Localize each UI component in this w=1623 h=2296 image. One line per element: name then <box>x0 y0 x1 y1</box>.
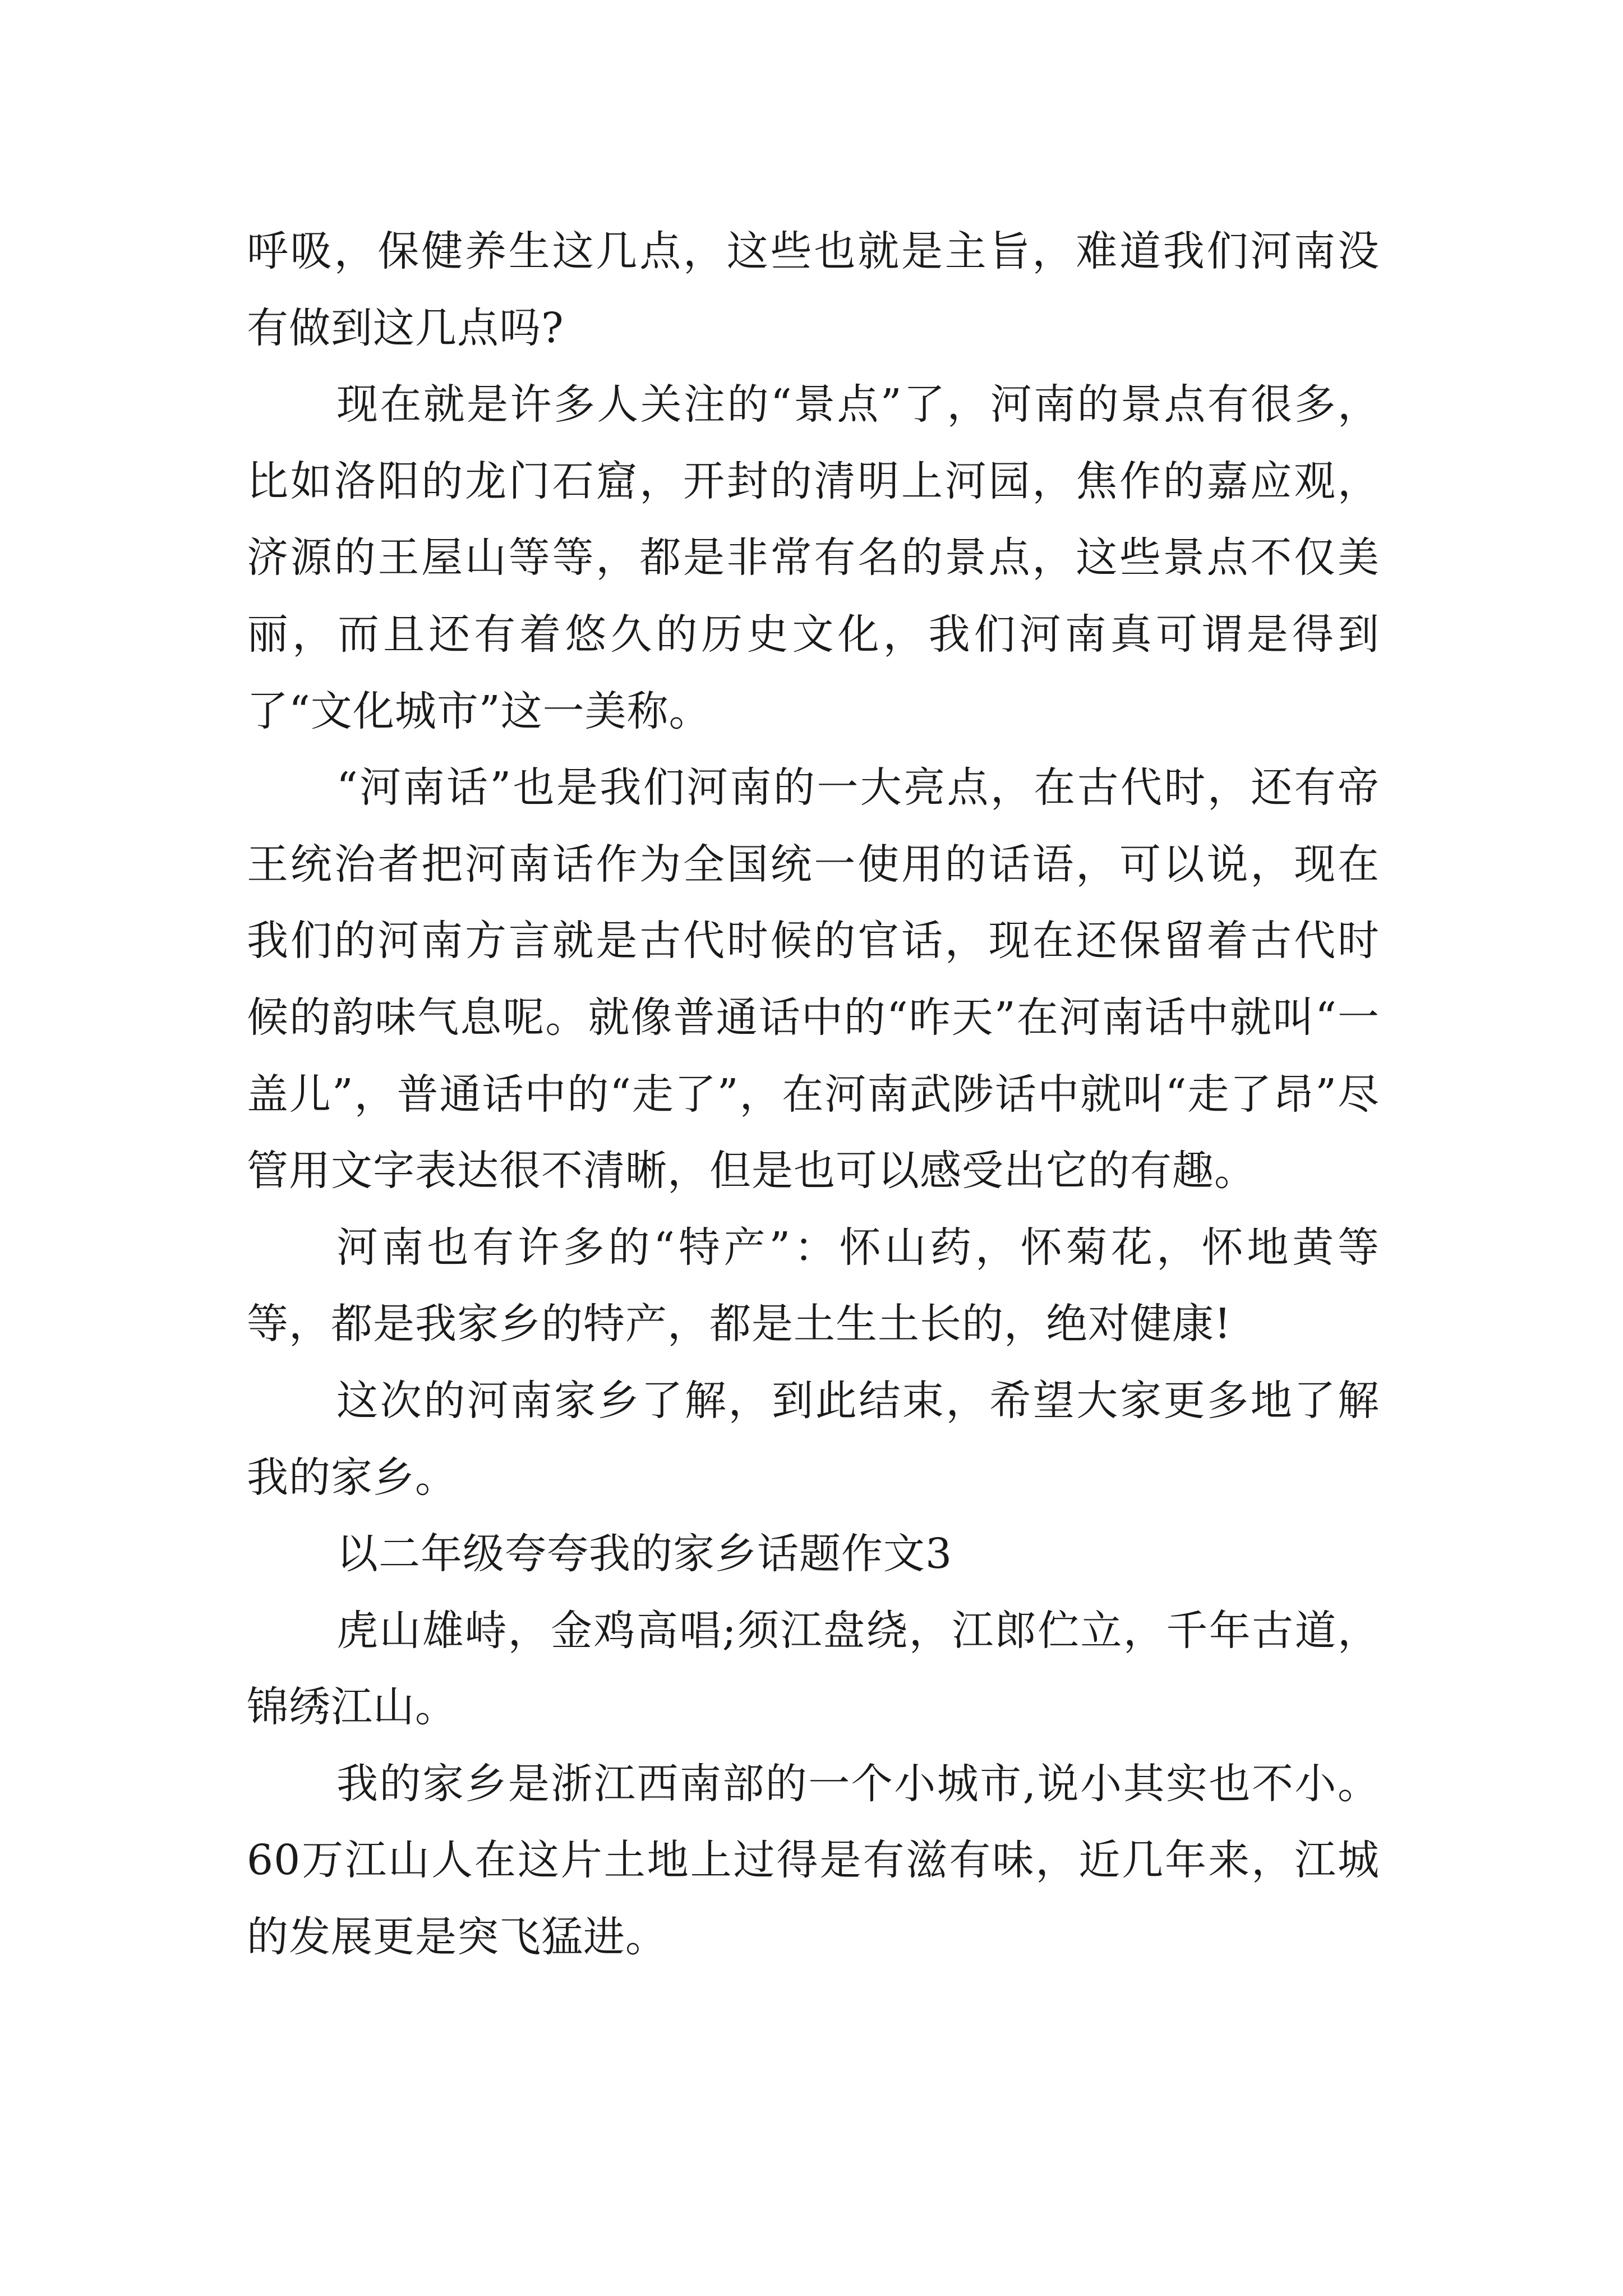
paragraph: 现在就是许多人关注的“景点”了，河南的景点有很多，比如洛阳的龙门石窟，开封的清明上河园，焦作的嘉应观，济源的王屋山等等，都是非常有名的景点，这些景点不仅美丽，而且还有着悠久的历史文化，我们河南真可谓是得到了“文化城市”这一美称。 <box>247 380 1380 735</box>
section-heading: 以二年级夸夸我的家乡话题作文3 <box>336 1530 953 1579</box>
paragraph: 呼吸，保健养生这几点，这些也就是主旨，难道我们河南没有做到这几点吗? <box>247 227 1380 352</box>
paragraph: “河南话”也是我们河南的一大亮点，在古代时，还有帝王统治者把河南话作为全国统一使用的话语，可以说，现在我们的河南方言就是古代时候的官话，现在还保留着古代时候的韵味气息呢。就像普通话中的“昨天”在河南话中就叫“一盖儿”，普通话中的“走了”，在河南武陟话中就叫“走了昂”尽管用文字表达很不清晰，但是也可以感受出它的有趣。 <box>247 763 1380 1195</box>
paragraph: 我的家乡是浙江西南部的一个小城市,说小其实也不小。60万江山人在这片土地上过得是有滋有味，近几年来，江城的发展更是突飞猛进。 <box>247 1759 1380 1962</box>
paragraph: 河南也有许多的“特产”：怀山药，怀菊花，怀地黄等等，都是我家乡的特产，都是土生土长的，绝对健康! <box>247 1223 1380 1349</box>
paragraph: 这次的河南家乡了解，到此结束，希望大家更多地了解我的家乡。 <box>247 1376 1380 1502</box>
paragraph: 虎山雄峙，金鸡高唱;须江盘绕，江郎伫立，千年古道，锦绣江山。 <box>247 1606 1380 1732</box>
document-body <box>247 213 1380 1976</box>
